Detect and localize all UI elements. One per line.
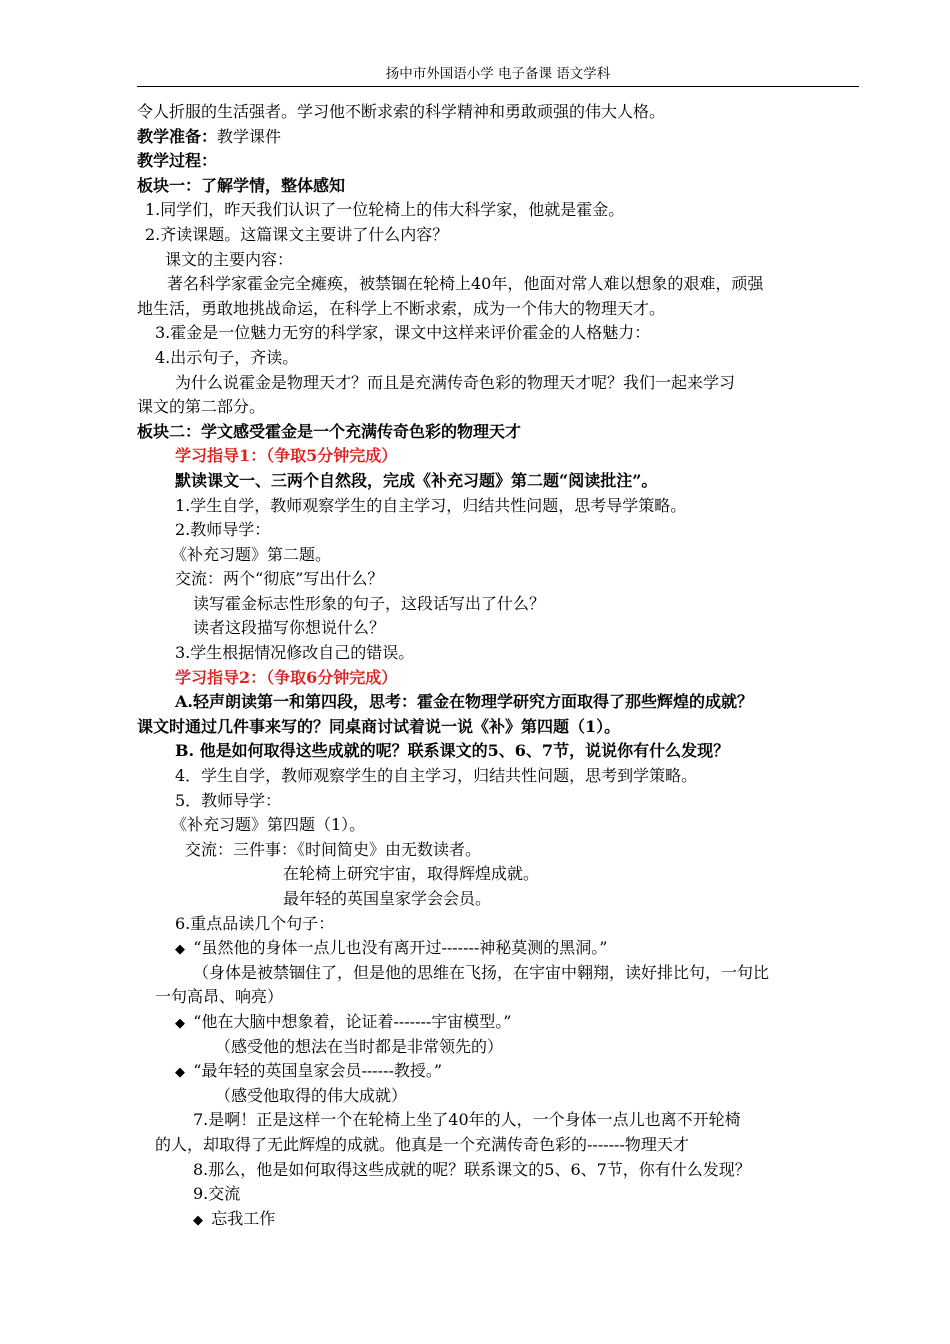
- line-text: 7.是啊！正是这样一个在轮椅上坐了40年的人，一个身体一点儿也离不开轮椅: [193, 1110, 741, 1130]
- diamond-bullet-icon: ◆: [175, 942, 194, 958]
- text-line: [137, 1133, 861, 1158]
- text-line: [137, 248, 861, 273]
- line-text: （感受他取得的伟大成就）: [215, 1085, 408, 1105]
- text-line: [137, 174, 861, 199]
- line-text: 4.出示句子，齐读。: [155, 347, 299, 367]
- line-text: 的人，却取得了无此辉煌的成就。他真是一个充满传奇色彩的-------物理天才: [155, 1134, 689, 1154]
- line-text: 5．教师导学：: [175, 790, 282, 810]
- text-line: [137, 690, 861, 715]
- text-line: [137, 666, 861, 691]
- text-line: [137, 789, 861, 814]
- text-line: [137, 223, 861, 248]
- line-text: 读者这段描写你想说什么？: [193, 618, 386, 638]
- text-line: [137, 616, 861, 641]
- text-line: [137, 887, 861, 912]
- line-text: 2.齐读课题。这篇课文主要讲了什么内容？: [145, 224, 449, 244]
- line-text: 板块一：了解学情，整体感知: [137, 175, 346, 195]
- diamond-bullet-icon: ◆: [175, 1065, 194, 1081]
- text-line: [137, 543, 861, 568]
- diamond-bullet-icon: ◆: [175, 1015, 194, 1031]
- text-line: [137, 346, 861, 371]
- text-line: [137, 936, 861, 961]
- text-line: [137, 567, 861, 592]
- text-line: [137, 1207, 861, 1232]
- text-line: [137, 494, 861, 519]
- text-line: [137, 297, 861, 322]
- line-text: 《补充习题》第四题（1）。: [171, 815, 366, 835]
- line-text: 课文的第二部分。: [137, 397, 266, 417]
- text-line: [137, 985, 861, 1010]
- text-line: [137, 1035, 861, 1060]
- text-line: [137, 149, 861, 174]
- line-text: 最年轻的英国皇家学会会员。: [283, 889, 492, 908]
- line-text: 4．学生自学，教师观察学生的自主学习，归结共性问题，思考到学策略。: [175, 766, 698, 786]
- text-line: [137, 1182, 861, 1207]
- text-line: [137, 715, 861, 740]
- page-header: 扬中市外国语小学 电子备课 语文学科: [137, 62, 859, 87]
- text-line: [137, 371, 861, 396]
- line-text: （感受他的想法在当时都是非常领先的）: [215, 1036, 504, 1056]
- line-text: （身体是被禁锢住了，但是他的思维在飞扬，在宇宙中翱翔，读好排比句，一句比: [193, 962, 770, 982]
- text-line: [137, 321, 861, 346]
- line-text: 交流：两个“彻底”写出什么？: [175, 569, 384, 589]
- text-line: [137, 961, 861, 986]
- text-line: [137, 125, 861, 150]
- line-text: 8.那么，他是如何取得这些成就的呢？联系课文的5、6、7节，你有什么发现？: [193, 1159, 751, 1179]
- text-line: [137, 838, 861, 863]
- line-text: 读写霍金标志性形象的句子，这段话写出了什么？: [193, 593, 546, 613]
- text-line: [137, 1158, 861, 1183]
- line-text: 著名科学家霍金完全瘫痪，被禁锢在轮椅上40年，他面对常人难以想象的艰难，顽强: [167, 274, 764, 294]
- line-text: “他在大脑中想象着，论证着-------宇宙模型。”: [193, 1011, 512, 1031]
- line-text: 令人折服的生活强者。学习他不断求索的科学精神和勇敢顽强的伟大人格。: [137, 102, 666, 121]
- text-line: [137, 739, 861, 764]
- text-line: [137, 395, 861, 420]
- line-text: 忘我工作: [211, 1208, 276, 1228]
- line-text: 学习指导2：（争取6分钟完成）: [175, 667, 398, 687]
- line-text: “最年轻的英国皇家会员------教授。”: [193, 1061, 443, 1081]
- diamond-bullet-icon: ◆: [193, 1212, 212, 1228]
- line-text: 课文时通过几件事来写的？同桌商讨试着说一说《补》第四题（1）。: [137, 716, 621, 736]
- line-text: 一句高昂、响亮）: [155, 987, 284, 1007]
- line-text: 6.重点品读几个句子：: [175, 913, 335, 933]
- line-text: 课文的主要内容：: [165, 249, 294, 269]
- text-line: [137, 469, 861, 494]
- line-text: 交流：三件事：《时间简史》由无数读者。: [185, 839, 482, 859]
- text-line: [137, 272, 861, 297]
- text-line: [137, 444, 861, 469]
- text-line: [137, 1084, 861, 1109]
- text-line: [137, 862, 861, 887]
- line-text: 3.霍金是一位魅力无穷的科学家，课文中这样来评价霍金的人格魅力：: [155, 323, 651, 343]
- text-line: [137, 1108, 861, 1133]
- line-text: B. 他是如何取得这些成就的呢？联系课文的5、6、7节，说说你有什么发现？: [175, 741, 730, 761]
- line-text: 板块二：学文感受霍金是一个充满传奇色彩的物理天才: [137, 421, 522, 441]
- line-text: 教学过程：: [137, 151, 218, 171]
- line-text: 默读课文一、三两个自然段，完成《补充习题》第二题“阅读批注”。: [175, 470, 658, 490]
- text-line: [137, 420, 861, 445]
- text-line: [137, 641, 861, 666]
- text-line: [137, 813, 861, 838]
- line-text: 3.学生根据情况修改自己的错误。: [175, 643, 415, 663]
- text-line: [137, 518, 861, 543]
- line-text-rest: 教学课件: [217, 126, 282, 146]
- line-text: 9.交流: [193, 1184, 241, 1204]
- document-body: [137, 100, 861, 1231]
- line-text: 2.教师导学：: [175, 520, 271, 540]
- text-line: [137, 100, 861, 125]
- text-line: [137, 912, 861, 937]
- line-text: 学习指导1：（争取5分钟完成）: [175, 446, 398, 466]
- line-text: 《补充习题》第二题。: [171, 544, 332, 564]
- text-line: [137, 1010, 861, 1035]
- text-line: [137, 592, 861, 617]
- line-text: 1.同学们，昨天我们认识了一位轮椅上的伟大科学家，他就是霍金。: [145, 200, 625, 220]
- text-line: [137, 764, 861, 789]
- line-text: “虽然他的身体一点儿也没有离开过-------神秘莫测的黑洞。”: [193, 938, 608, 958]
- text-line: [137, 1059, 861, 1084]
- line-text: 教学准备：: [137, 126, 218, 146]
- line-text: 1.学生自学，教师观察学生的自主学习，归结共性问题，思考导学策略。: [175, 495, 687, 515]
- line-text: A.轻声朗读第一和第四段，思考：霍金在物理学研究方面取得了那些辉煌的成就？: [175, 692, 753, 712]
- text-line: [137, 198, 861, 223]
- line-text: 地生活，勇敢地挑战命运，在科学上不断求索，成为一个伟大的物理天才。: [137, 298, 666, 318]
- line-text: 在轮椅上研究宇宙，取得辉煌成就。: [283, 864, 540, 884]
- line-text: 为什么说霍金是物理天才？而且是充满传奇色彩的物理天才呢？我们一起来学习: [175, 372, 736, 392]
